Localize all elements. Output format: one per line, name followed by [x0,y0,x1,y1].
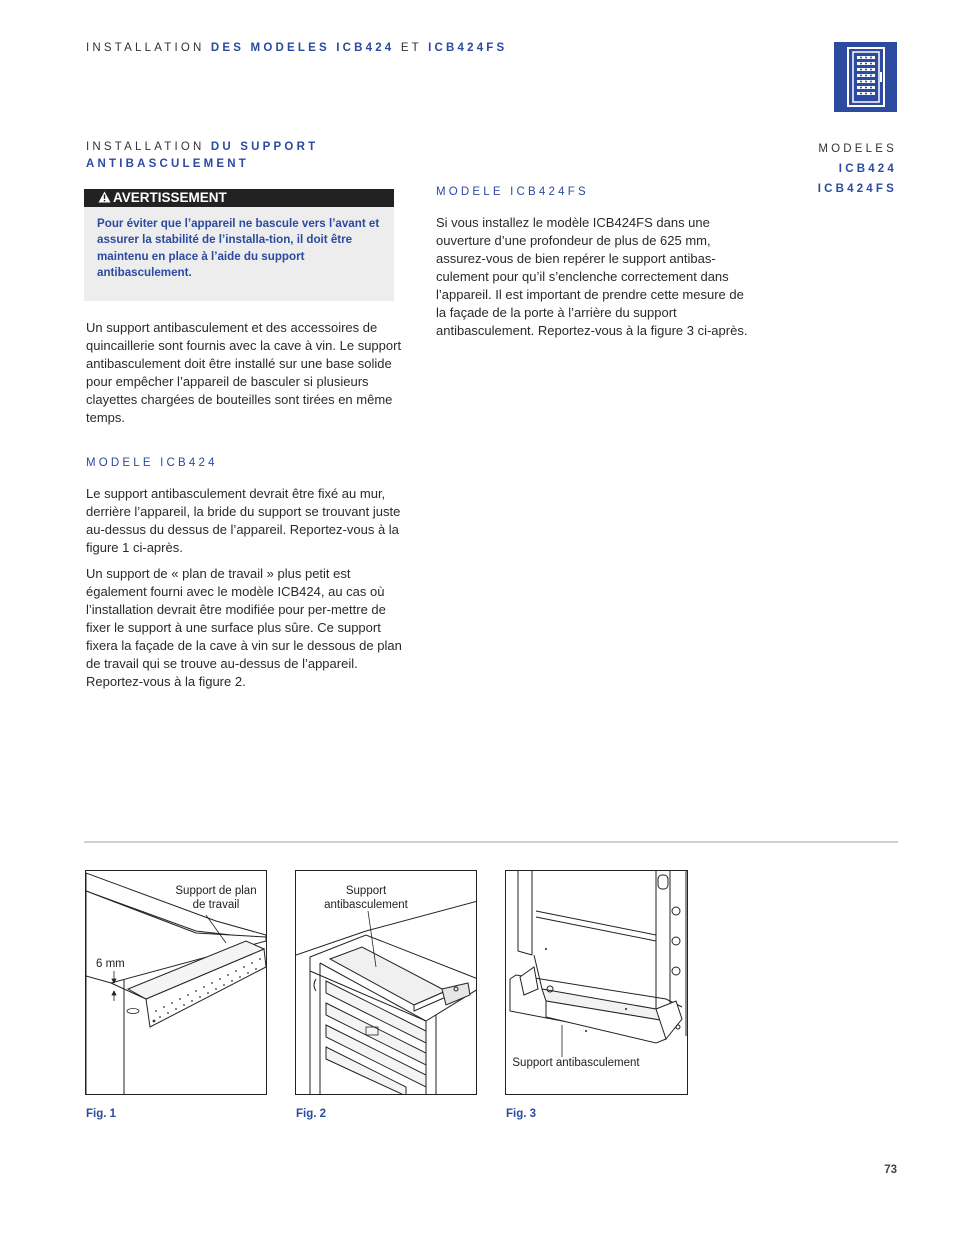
header-part2: DES MODELES ICB424 [210,42,395,54]
warning-triangle-icon [98,189,111,207]
figure-3-caption: Fig. 3 [506,1108,537,1120]
models-item-icb424fs: ICB424FS [817,183,897,195]
models-label: MODELES [818,143,897,155]
warning-label: AVERTISSEMENT [113,190,227,205]
icb424-paragraph-2: Un support de « plan de travail » plus petit est également fourni avec le modèle ICB424, au cas où l’installation devrait être modifiée pour per-mettre de fixer le support à une surface plus sûre. Ce support fixera la façade de la cave à vin sur le dessous de plan de travail qui se trouve au-dessus de l’appareil. Reportez-vous à la figure 2. [86,566,402,689]
figure-1-caption: Fig. 1 [86,1108,117,1120]
section-title-plain: INSTALLATION [86,141,205,153]
heading-model-icb424: MODELE ICB424 [86,457,218,469]
wine-cabinet-icon [834,42,897,112]
icb424fs-paragraph: Si vous installez le modèle ICB424FS dans une ouverture d’une profondeur de plus de 625 mm, assurez-vous de bien repérer le support antibas-culement pour qu’il s’enclenche correctement dans l’appareil. Il est important de prendre cette mesure de la façade de la porte à l’arrière du support antibasculement. Reportez-vous à la figure 3 ci-après. [436,215,748,338]
figure-2-caption: Fig. 2 [296,1108,327,1120]
icb424-paragraph-1: Le support antibasculement devrait être fixé au mur, derrière l’appareil, la bride du support se trouvant juste au-dessus du dessus de l’appareil. Reportez-vous à la figure 1 ci-après. [86,486,401,555]
section-title [86,139,406,173]
header-part4: ICB424FS [428,42,508,54]
section-title-bold: DU SUPPORT ANTIBASCULEMENT [86,141,319,170]
figure-1 [85,870,267,1095]
warning-text: Pour éviter que l’appareil ne bascule vers l’avant et assurer la stabilité de l’installa-tion, il doit être maintenu en place à l’aide du support antibasculement. [97,217,380,279]
models-item-icb424: ICB424 [838,163,897,175]
heading-model-icb424fs: MODELE ICB424FS [436,186,589,198]
warning-box [84,189,394,301]
models-sidebar [760,139,897,199]
intro-paragraph: Un support antibasculement et des accessoires de quincaillerie sont fournis avec la cave à vin. Le support antibasculement doit être installé sur une base solide pour empêcher l’appareil de basculer si plusieurs clayettes chargées de bouteilles sont tirées en même temps. [86,320,402,425]
figure-3 [505,870,688,1095]
page-header [86,42,786,54]
header-part1: INSTALLATION [86,42,205,54]
page-number: 73 [884,1164,897,1176]
figure-1-label: Support de plan de travail [175,885,257,911]
figure-2 [295,870,477,1095]
warning-header [84,189,394,207]
figure-3-label: Support antibasculement [512,1057,640,1069]
figure-1-measure: 6 mm [96,958,125,970]
section-divider [84,841,898,843]
figure-2-label: Support antibasculement [324,885,408,911]
header-part3: ET [400,42,422,54]
